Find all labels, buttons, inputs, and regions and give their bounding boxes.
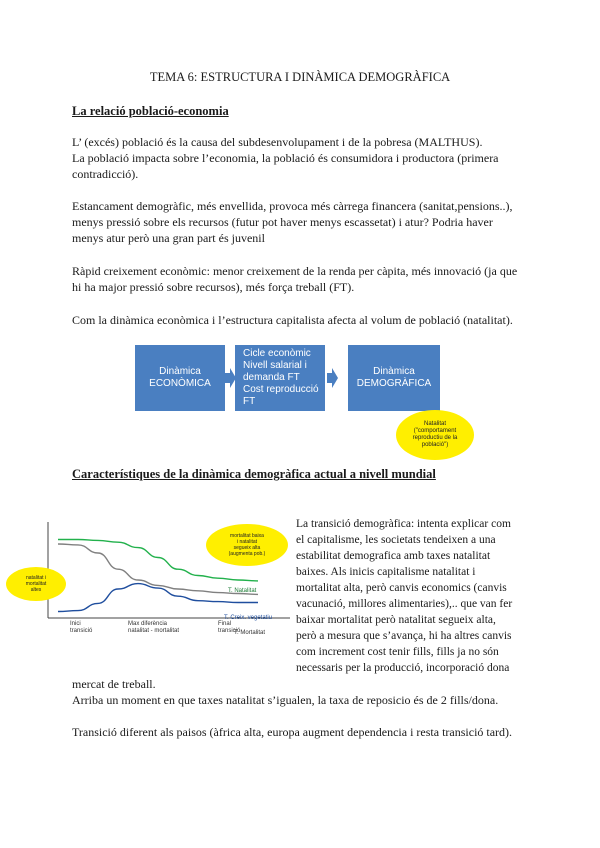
box-demographic-dynamics [348, 345, 440, 411]
text-line: menys pressió sobre els recursos (futur pot haver menys escassetat) i atur? Podria haver [72, 215, 493, 229]
box-label: Dinàmica [159, 366, 201, 377]
text-line: mortalitat alta, però canvis economics (canvis [296, 582, 507, 594]
tick-text: natalitat - mortalitat [128, 628, 180, 634]
note-natality [396, 410, 474, 460]
note-line: Natalitat [423, 421, 446, 427]
box-economic-cycle [235, 345, 325, 411]
text-line: necessaris per la producció, incorporació dona [296, 662, 510, 674]
text-line: Ràpid creixement econòmic: menor creixement de la renda per càpita, més innovació (ja que [72, 264, 518, 278]
text-line: Estancament demogràfic, més envellida, provoca més càrrega financera (sanitat,pensions..), [72, 199, 513, 213]
tick-text: Final [218, 621, 232, 627]
tick-text: Inici [70, 621, 81, 627]
tick-text: transició [218, 628, 241, 634]
text-line: el capitalisme, les societats tendeixen a una [296, 534, 496, 546]
note-line: mortalitat baixa [230, 533, 264, 539]
box-label: Dinàmica [373, 366, 415, 377]
text-line: mercat de treball. [72, 677, 156, 691]
text-line: però a mesura que s’avança, hi ha altres canvis [296, 630, 512, 642]
note-line: segueix alta [233, 545, 261, 551]
paragraph-malthus [72, 134, 499, 182]
paragraph-growth [72, 263, 517, 295]
tick-text: transició [70, 628, 93, 634]
paragraph-capitalism: Com la dinàmica econòmica i l’estructura capitalista afecta al volum de població (natalitat). [72, 313, 513, 327]
text-line: estabilitat demografica amb taxes natalitat [296, 550, 491, 562]
chart-note-left [6, 567, 66, 601]
box-label: Cost reproducció [243, 384, 319, 395]
series-label-natalitat: T. Natalitat [228, 588, 257, 594]
series-label-creix: T. Creix. vegetatiu [224, 615, 273, 621]
note-line: reproductiu de la [412, 435, 458, 441]
text-line: com increment cost tenir fills, fills ja no són [296, 646, 499, 658]
note-line: altes [30, 587, 42, 593]
note-line: natalitat i [25, 575, 46, 581]
tick-text: Max diferència [128, 621, 168, 627]
note-line: ("comportament [413, 428, 457, 434]
text-line: menys atur però una gran part és juvenil [72, 231, 265, 245]
box-label: DEMOGRÀFICA [356, 378, 432, 389]
note-line: i natalitat [236, 539, 257, 545]
box-label: Nivell salarial i [243, 360, 307, 371]
chart-note-right [206, 524, 288, 566]
note-line: població") [421, 442, 449, 448]
text-line: La transició demogràfica: intenta explicar com [296, 518, 511, 530]
note-line: mortalitat [25, 581, 47, 587]
box-label: FT [243, 396, 256, 407]
arrow-right-icon [327, 368, 338, 388]
box-economic-dynamics [135, 345, 225, 411]
x-tick-inici [70, 621, 92, 635]
text-line: Arriba un moment en que taxes natalitat s’igualen, la taxa de reposicio és de 2 fills/dona. [72, 693, 499, 707]
text-line: baixes. Als inicis capitalisme natalitat i [296, 566, 476, 578]
x-tick-max [128, 621, 179, 635]
series-label-mortalitat: T. Mortalitat [234, 630, 266, 636]
text-line: La població impacta sobre l’economia, la població és consumidora i productora (primera [72, 151, 499, 165]
transition-paragraph [296, 516, 586, 676]
box-label: ECONÒMICA [149, 378, 211, 389]
text-line: baixar mortalitat però natalitat segueix alta, [296, 614, 496, 626]
box-label: demanda FT [243, 372, 300, 383]
text-line: Transició diferent als paisos (àfrica alta, europa augment dependencia i resta transició tard). [72, 725, 513, 739]
text-line: contradicció). [72, 167, 139, 181]
note-line: (augmenta pob.) [228, 551, 266, 557]
text-line: hi ha major pressió sobre recursos), més força treball (FT). [72, 280, 355, 294]
box-label: Cicle econòmic [243, 348, 311, 359]
section-heading-characteristics: Característiques de la dinàmica demogràfica actual a nivell mundial [72, 467, 436, 481]
text-line: vacunació, millores alimentaries),.. que van fer [296, 598, 513, 610]
page-title: TEMA 6: ESTRUCTURA I DINÀMICA DEMOGRÀFICA [149, 70, 451, 84]
section-heading-population-economy: La relació població-economia [72, 104, 229, 118]
x-tick-final [218, 621, 240, 635]
paragraph-stagnation [72, 198, 512, 246]
text-line: L’ (excés) població és la causa del subdesenvolupament i de la pobresa (MALTHUS). [72, 135, 483, 149]
